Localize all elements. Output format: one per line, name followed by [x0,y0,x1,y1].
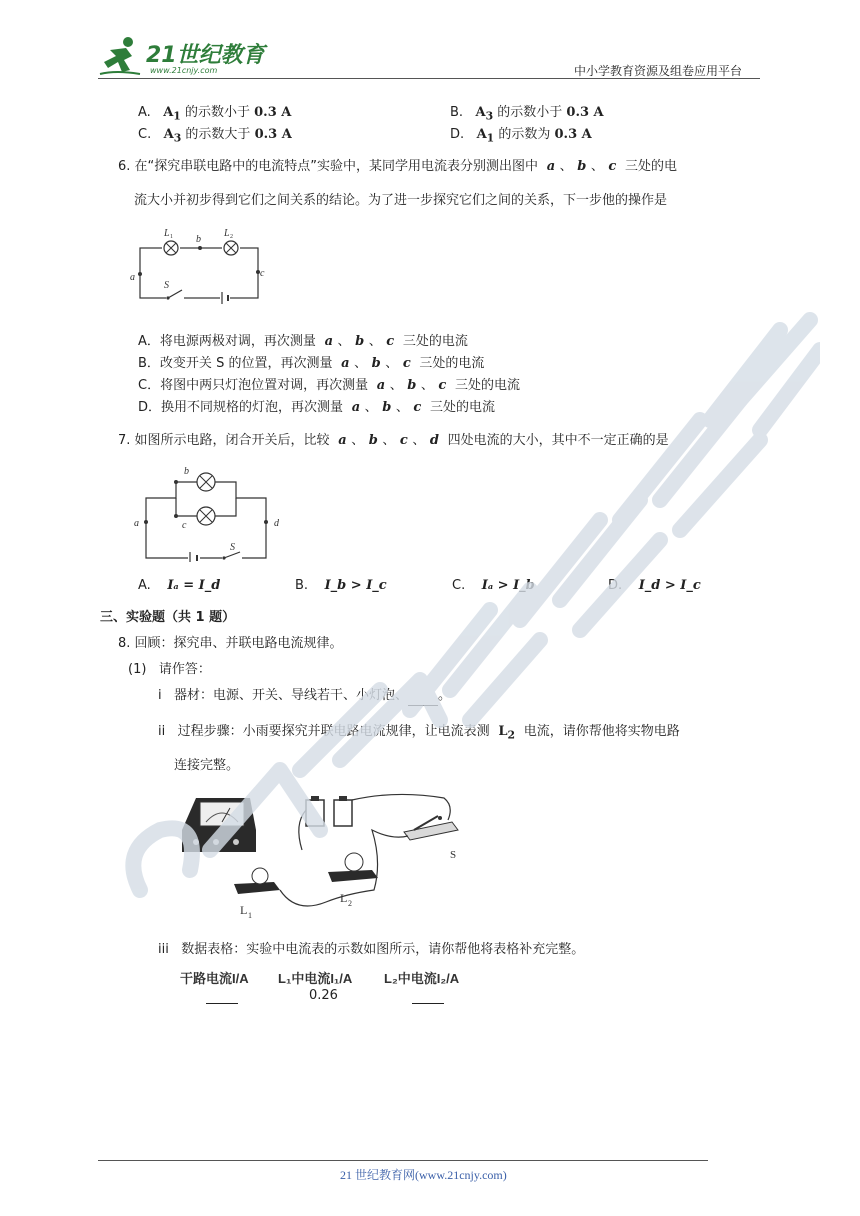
svg-text:2: 2 [348,899,352,908]
logo-url: www.21cnjy.com [150,66,218,75]
q6-option-b: B．改变开关 S 的位置，再次测量 a 、 b 、 c 三处的电流 [138,356,485,371]
q6-option-d: D．换用不同规格的灯泡，再次测量 a 、 b 、 c 三处的电流 [138,400,495,415]
svg-text:1: 1 [248,911,252,920]
q8-intro: 8. 回顾：探究串、并联电路电流规律。 [118,636,343,651]
q6-option-c: C．将图中两只灯泡位置对调，再次测量 a 、 b 、 c 三处的电流 [138,378,521,393]
footer-link[interactable]: 21 世纪教育网(www.21cnjy.com) [340,1168,507,1182]
battery-icon [306,796,352,826]
svg-text:1: 1 [170,234,173,240]
switch-icon [404,816,458,840]
section-heading: 三、实验题（共 1 题） [100,610,236,625]
table-header-l1: L₁中电流I₁/A [278,971,353,986]
q8-iii: iii 数据表格：实验中电流表的示数如图所示，请你帮他将表格补充完整。 [158,942,585,957]
q7-option-c: C. Iₐ > I_b [452,578,535,593]
q8-ii: ii 过程步骤：小雨要探究并联电路电流规律，让电流表测 $L_2$ 电流，请你帮他将实物电路 [158,724,680,742]
photo-label-l1: L [240,903,248,917]
q8-i: i 器材：电源、开关、导线若干、小灯泡、 。 [158,686,451,706]
q7-label-b: b [184,466,189,477]
ammeter-icon [182,798,256,852]
q6-line2: 流大小并初步得到它们之间关系的结论。为了进一步探究它们之间的关系，下一步他的操作是 [134,193,668,208]
q6-line1: 6. 在“探究串联电路中的电流特点”实验中，某同学用电流表分别测出图中 a 、 b 、 c 三处的电 [118,159,677,174]
platform-title: 中小学教育资源及组卷应用平台 [574,64,743,78]
table-blank-l2[interactable] [412,990,444,1004]
q7-line: 7. 如图所示电路，闭合开关后，比较 a 、 b 、 c 、 d 四处电流的大小，其中不一定正确的是 [118,433,669,448]
answer-blank-equipment[interactable] [408,693,438,706]
q5-option-a: A. $A_1$ 的示数小于 0.3 A [138,105,292,123]
q7-label-a: a [134,518,139,529]
q6-label-c: c [260,268,265,279]
runner-logo-icon [96,34,144,78]
footer-divider [98,1160,708,1161]
q7-label-s: S [230,542,235,553]
bulb-l1-icon [234,868,280,894]
q6-option-a: A．将电源两极对调，再次测量 a 、 b 、 c 三处的电流 [138,334,468,349]
table-blank-total[interactable] [206,990,238,1004]
q6-label-s: S [164,280,169,291]
q5-option-b: B. $A_3$ 的示数小于 0.3 A [450,105,604,123]
q7-option-a: A. Iₐ = I_d [138,578,221,593]
q8-physical-circuit-photo [176,790,466,925]
q6-label-l2: L [224,228,230,239]
q5-option-d: D. $A_1$ 的示数为 0.3 A [450,127,592,145]
q6-label-l1: L [164,228,170,239]
q7-option-b: B. I_b > I_c [295,578,387,593]
photo-label-l2: L [340,891,348,905]
bulb-l2-icon [328,853,378,882]
table-header-l2: L₂中电流I₂/A [384,971,460,986]
table-value-l1: 0.26 [309,988,338,1003]
q8-ii-line2: 连接完整。 [174,758,240,773]
table-header-total: 干路电流I/A [180,971,249,986]
header-divider [98,78,760,79]
header-logo [96,34,266,78]
q7-option-d: D. I_d > I_c [608,578,701,593]
photo-label-s: S [450,849,457,861]
q7-label-d: d [274,518,279,529]
q7-parallel-circuit-diagram [132,462,292,562]
q7-label-c: c [182,520,187,531]
q6-label-a: a [130,272,135,283]
q6-label-b: b [196,234,201,245]
q6-series-circuit-diagram [128,222,268,304]
q5-option-c: C. $A_3$ 的示数大于 0.3 A [138,127,292,145]
svg-text:2: 2 [230,234,233,240]
q8-part1: (1) 请作答： [128,662,211,677]
logo-main: 21世纪教育 [146,43,265,68]
